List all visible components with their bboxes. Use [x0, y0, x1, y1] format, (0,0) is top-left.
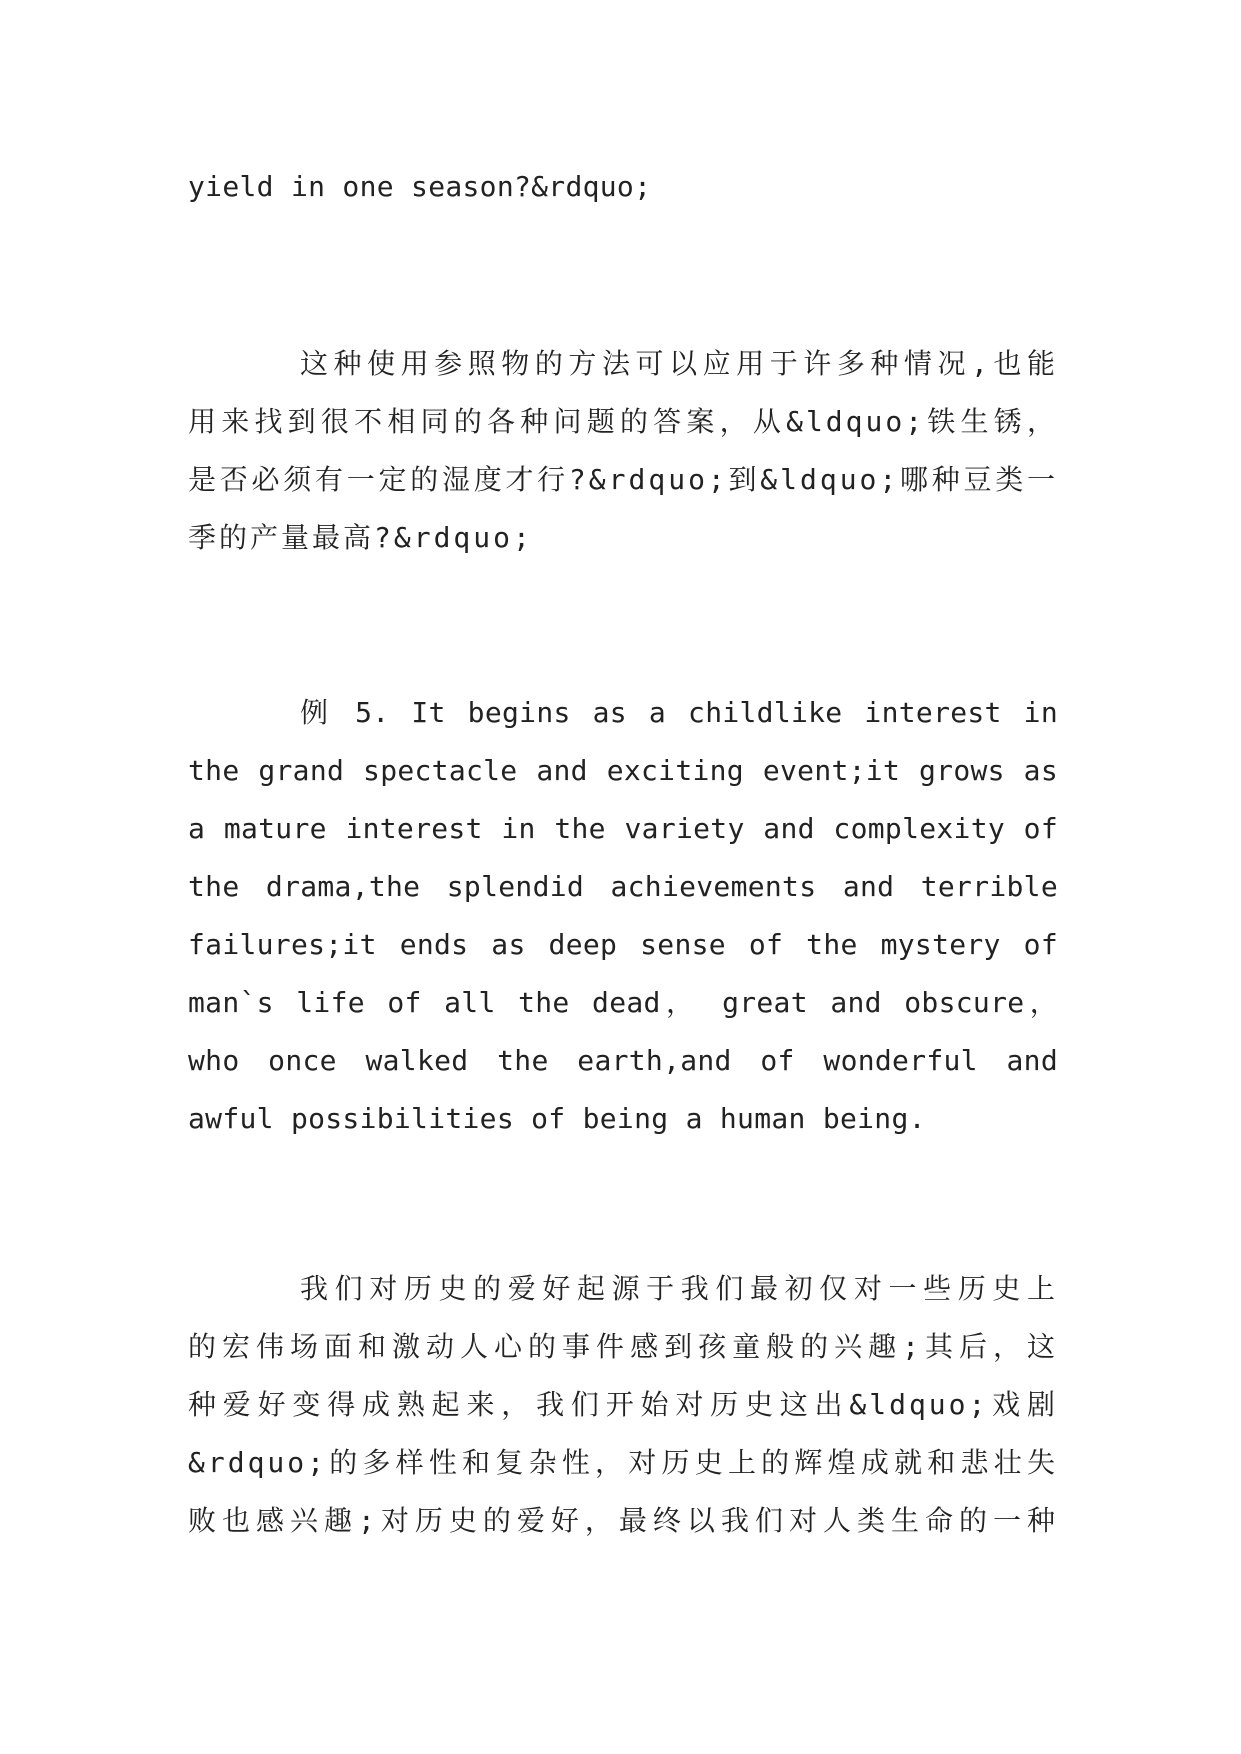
paragraph-chinese-translation-4 [188, 335, 1058, 567]
text-line: 是否必须有一定的湿度才行?&rdquo;到&ldquo;哪种豆类一 [188, 463, 1058, 496]
text-line: 季的产量最高?&rdquo; [188, 521, 533, 554]
text-line: awful possibilities of being a human being. [188, 1102, 926, 1135]
text-line: &rdquo;的多样性和复杂性，对历史上的辉煌成就和悲壮失 [188, 1446, 1058, 1479]
paragraph-continuation [188, 158, 1058, 216]
text-line: yield in one season?&rdquo; [188, 170, 652, 203]
text-line: 我们对历史的爱好起源于我们最初仅对一些历史上 [300, 1272, 1058, 1305]
text-line: 用来找到很不相同的各种问题的答案，从&ldquo;铁生锈， [188, 405, 1058, 438]
text-line: failures;it ends as deep sense of the mystery of [188, 928, 1058, 961]
text-line: 这种使用参照物的方法可以应用于许多种情况,也能 [300, 347, 1058, 380]
paragraph-chinese-translation-5 [188, 1260, 1058, 1550]
paragraph-example-5 [188, 684, 1058, 1148]
text-line: 的宏伟场面和激动人心的事件感到孩童般的兴趣;其后，这 [188, 1330, 1058, 1363]
text-line: a mature interest in the variety and complexity of [188, 812, 1058, 845]
text-line: 败也感兴趣;对历史的爱好，最终以我们对人类生命的一种 [188, 1504, 1058, 1537]
text-line: 种爱好变得成熟起来，我们开始对历史这出&ldquo;戏剧 [188, 1388, 1058, 1421]
text-line: who once walked the earth,and of wonderful and [188, 1044, 1058, 1077]
text-line: 例 5. It begins as a childlike interest in [300, 696, 1058, 729]
text-line: man`s life of all the dead， great and obscure， [188, 986, 1058, 1019]
text-line: the drama,the splendid achievements and terrible [188, 870, 1058, 903]
text-line: the grand spectacle and exciting event;it grows as [188, 754, 1058, 787]
